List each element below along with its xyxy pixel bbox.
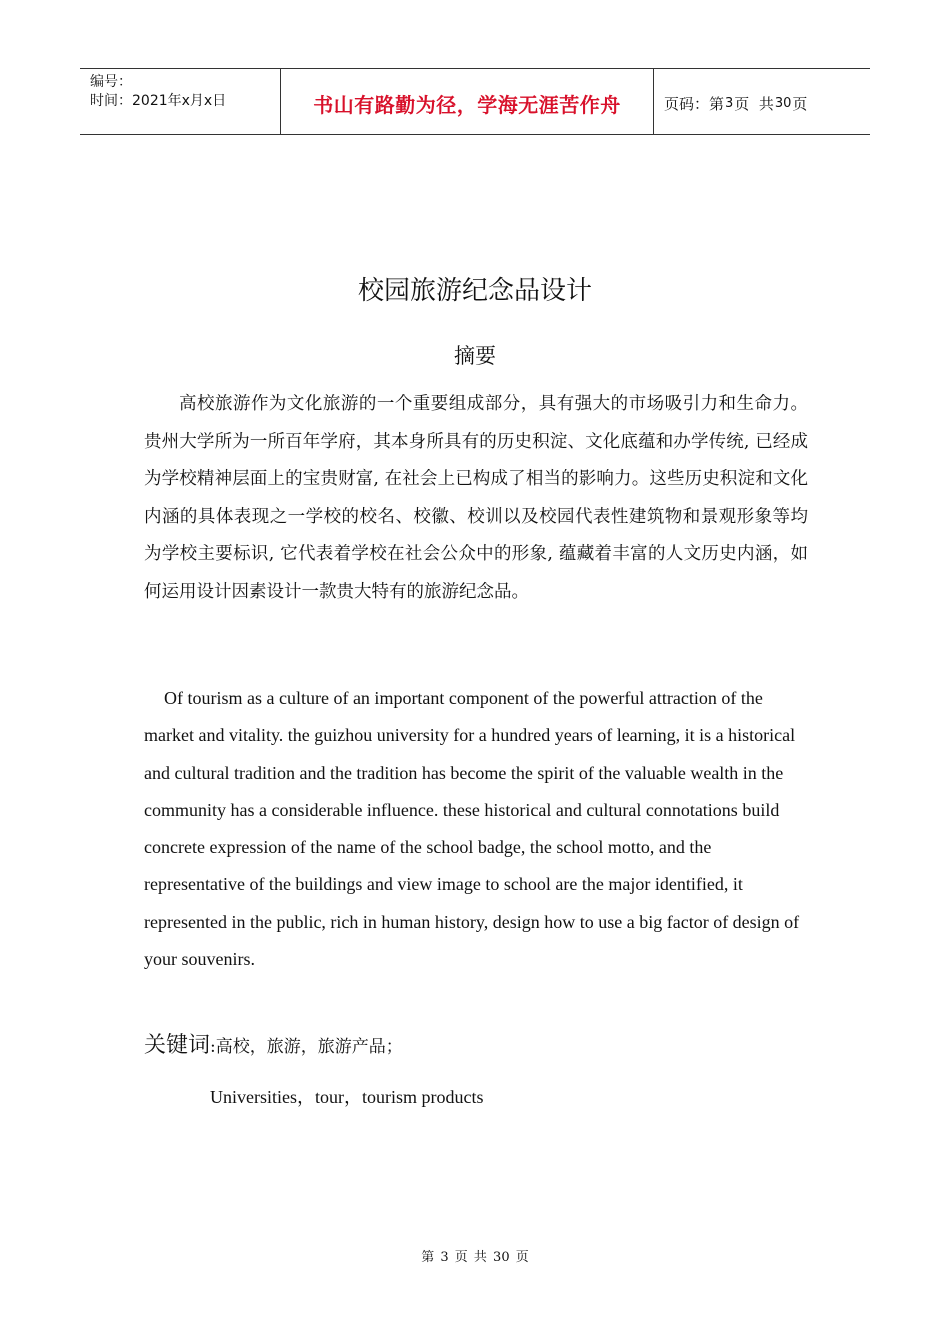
- header-meta: [80, 69, 281, 134]
- keywords-chinese: :高校，旅游，旅游产品；: [210, 1037, 403, 1057]
- abstract-chinese: 高校旅游作为文化旅游的一个重要组成部分，具有强大的市场吸引力和生命力。贵州大学所为一所百年学府，其本身所具有的历史积淀、文化底蕴和办学传统, 已经成为学校精神层面上的宝贵财富, 在社会上已构成了相当的影响力。这些历史积淀和文化内涵的具体表现之一学校的校名、校徽、校训以及校园代表性建筑物和景观形象等均为学校主要标识, 它代表着学校在社会公众中的形象, 蕴藏着丰富的人文历史内涵，如何运用设计因素设计一款贵大特有的旅游纪念品。: [144, 394, 808, 602]
- page-middle: 页 共: [734, 94, 774, 113]
- page-current: 3: [725, 95, 734, 111]
- header-page-number: [654, 69, 870, 134]
- document-title: 校园旅游纪念品设计: [357, 276, 592, 306]
- page-header: [80, 68, 870, 135]
- keywords-label: 关键词: [144, 1033, 211, 1058]
- abstract-heading: 摘要: [454, 344, 496, 368]
- abstract-english: Of tourism as a culture of an important component of the powerful attraction of the market and vitality. the guizhou university for a hundred years of learning, it is a historical and cultural tradition and the tradition has become the spirit of the valuable wealth in the community has a considerable influence. these historical and cultural connotations build concrete expression of the name of the school badge, the school motto, and the representative of the buildings and view image to school are the major identified, it represented in the public, rich in human history, design how to use a big factor of design of your souvenirs.: [144, 688, 800, 970]
- page-prefix: 页码：第: [664, 94, 725, 113]
- header-motto: 书山有路勤为径，学海无涯苦作舟: [281, 69, 654, 134]
- serial-number-label: 编号：: [90, 74, 132, 90]
- keywords-line: [144, 1028, 403, 1059]
- page-suffix: 页: [792, 94, 808, 113]
- keywords-english: Universities，tour，tourism products: [210, 1087, 484, 1107]
- page-total: 30: [774, 95, 792, 111]
- page-footer: 第 3 页 共 30 页: [421, 1250, 529, 1265]
- date-label: 时间：2021年x月x日: [90, 93, 227, 109]
